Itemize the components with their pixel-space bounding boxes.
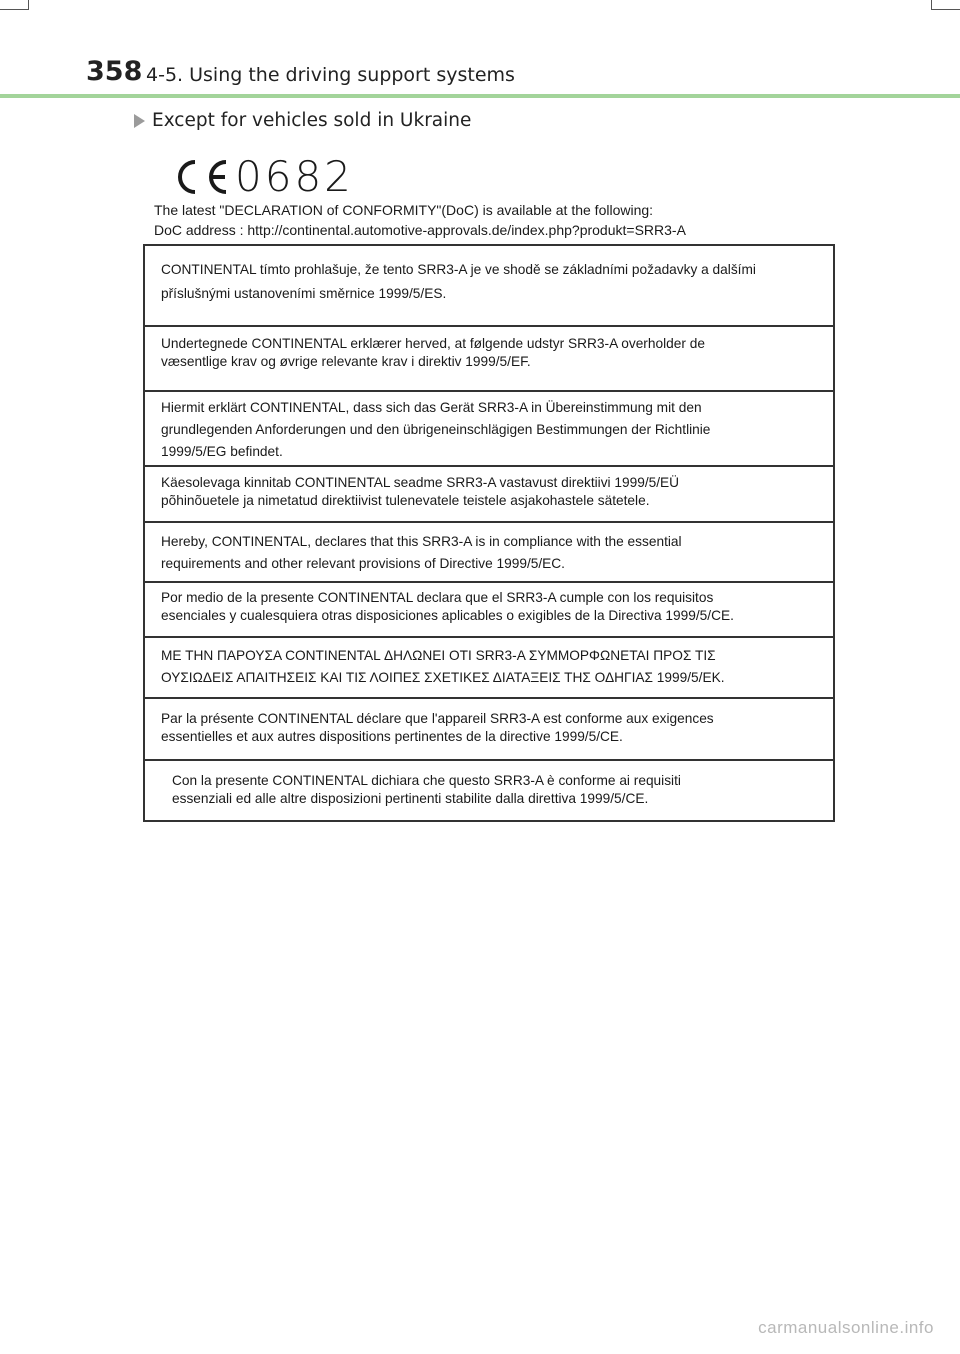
section-title: 4-5. Using the driving support systems bbox=[146, 64, 515, 86]
ce-notified-body-number: 0682 bbox=[235, 152, 354, 201]
declaration-de bbox=[145, 397, 835, 463]
declaration-line: Hereby, CONTINENTAL, declares that this SRR3-A is in compliance with the essential bbox=[161, 534, 682, 549]
declaration-line: essentielles et aux autres dispositions pertinentes de la directive 1999/5/CE. bbox=[161, 729, 623, 744]
declaration-line: væsentlige krav og øvrige relevante krav i direktiv 1999/5/EF. bbox=[161, 354, 531, 369]
declaration-da bbox=[145, 335, 835, 371]
declaration-line: essenziali ed alle altre disposizioni pertinenti stabilite dalla direttiva 1999/5/CE. bbox=[172, 791, 649, 806]
declaration-el bbox=[145, 645, 835, 689]
separator bbox=[145, 636, 835, 638]
declaration-it bbox=[145, 772, 835, 808]
doc-info-line: The latest "DECLARATION of CONFORMITY"(DoC) is available at the following: bbox=[154, 202, 654, 218]
declaration-en bbox=[145, 531, 835, 575]
declaration-line: Hiermit erklärt CONTINENTAL, dass sich das Gerät SRR3-A in Übereinstimmung mit den bbox=[161, 400, 702, 415]
declaration-line: 1999/5/EG befindet. bbox=[161, 444, 283, 459]
ce-mark bbox=[168, 152, 354, 201]
separator bbox=[145, 390, 835, 392]
declarations-box bbox=[143, 244, 835, 822]
separator bbox=[145, 759, 835, 761]
crop-mark-top-right bbox=[931, 0, 932, 10]
declaration-line: příslušnými ustanoveními směrnice 1999/5/ES. bbox=[161, 286, 447, 301]
separator bbox=[145, 697, 835, 699]
declaration-line: Käesolevaga kinnitab CONTINENTAL seadme SRR3-A vastavust direktiivi 1999/5/EÜ bbox=[161, 475, 680, 490]
declaration-line: CONTINENTAL tímto prohlašuje, že tento SRR3-A je ve shodě se základními požadavky a dalšími bbox=[161, 262, 756, 277]
declaration-line: esenciales y cualesquiera otras disposiciones aplicables o exigibles de la Directiva 1999/5/CE. bbox=[161, 608, 734, 623]
separator bbox=[145, 465, 835, 467]
declaration-line: requirements and other relevant provisions of Directive 1999/5/EC. bbox=[161, 556, 565, 571]
declaration-line: põhinõuetele ja nimetatud direktiivist tulenevatele teistele asjakohastele sätetele. bbox=[161, 493, 650, 508]
declaration-line: grundlegenden Anforderungen und den übrigeneinschlägigen Bestimmungen der Richtlinie bbox=[161, 422, 711, 437]
declaration-line: ΜΕ ΤΗΝ ΠΑΡΟΥΣΑ CONTINENTAL ΔΗΛΩΝΕΙ ΟΤΙ SRR3-A ΣΥΜΜΟΡΦΩΝΕΤΑΙ ΠΡΟΣ ΤΙΣ bbox=[161, 648, 716, 663]
ce-logo-icon bbox=[168, 157, 230, 197]
declaration-line: ΟΥΣΙΩΔΕΙΣ ΑΠΑΙΤΗΣΕΙΣ ΚΑΙ ΤΙΣ ΛΟΙΠΕΣ ΣΧΕΤΙΚΕΣ ΔΙΑΤΑΞΕΙΣ ΤΗΣ ΟΔΗΓΙΑΣ 1999/5/ΕΚ. bbox=[161, 670, 725, 685]
doc-address-line: DoC address : http://continental.automotive-approvals.de/index.php?produkt=SRR3-A bbox=[154, 222, 686, 238]
declaration-line: Con la presente CONTINENTAL dichiara che questo SRR3-A è conforme ai requisiti bbox=[172, 773, 681, 788]
crop-mark-top-left bbox=[0, 9, 28, 10]
page-number: 358 bbox=[86, 56, 143, 87]
declaration-et bbox=[145, 474, 835, 510]
header-rule bbox=[0, 94, 960, 98]
triangle-bullet-icon bbox=[134, 114, 145, 128]
declaration-es bbox=[145, 589, 835, 625]
separator bbox=[145, 325, 835, 327]
bullet-heading bbox=[134, 110, 471, 131]
separator bbox=[145, 521, 835, 523]
declaration-line: Undertegnede CONTINENTAL erklærer herved, at følgende udstyr SRR3-A overholder de bbox=[161, 336, 705, 351]
declaration-cs bbox=[145, 258, 835, 306]
separator bbox=[145, 581, 835, 583]
declaration-line: Par la présente CONTINENTAL déclare que l'appareil SRR3-A est conforme aux exigences bbox=[161, 711, 714, 726]
watermark: carmanualsonline.info bbox=[758, 1318, 934, 1337]
declaration-fr bbox=[145, 710, 835, 746]
bullet-text: Except for vehicles sold in Ukraine bbox=[152, 110, 472, 131]
crop-mark-top-right bbox=[932, 9, 960, 10]
declaration-line: Por medio de la presente CONTINENTAL declara que el SRR3-A cumple con los requisitos bbox=[161, 590, 714, 605]
crop-mark-top-left bbox=[28, 0, 29, 10]
